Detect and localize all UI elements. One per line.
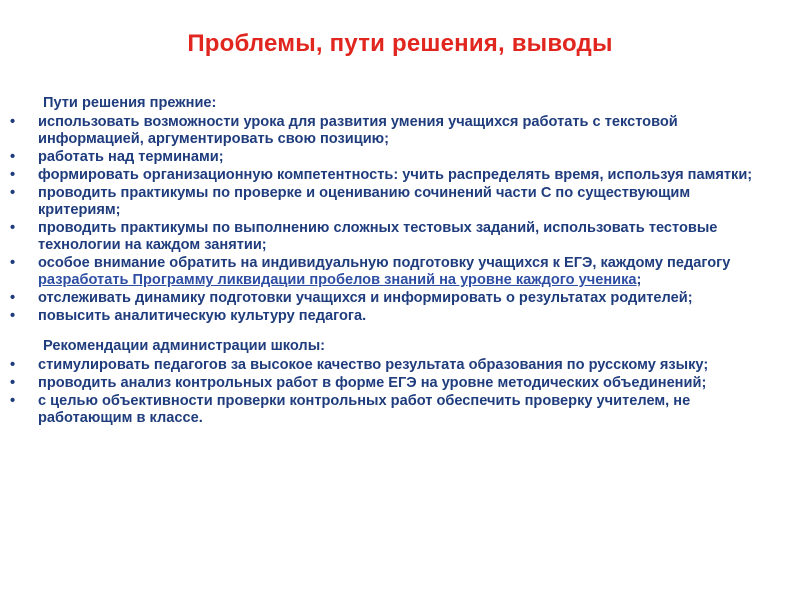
list-item <box>10 255 770 289</box>
list-item-text: повысить аналитическую культуру педагога. <box>38 308 367 324</box>
bullet-icon: • <box>10 290 16 306</box>
list-item-text: использовать возможности урока для развития умения учащихся работать с текстовой информацией, аргументировать свою позицию; <box>38 114 678 147</box>
bullet-icon: • <box>10 185 16 201</box>
list-item <box>10 167 770 184</box>
list-item <box>10 393 770 427</box>
list-item <box>10 185 770 219</box>
list-item-text: отслеживать динамику подготовки учащихся и информировать о результатах родителей; <box>38 290 693 306</box>
list-item <box>10 220 770 254</box>
page-title: Проблемы, пути решения, выводы <box>187 30 613 57</box>
list-item-text: работать над терминами; <box>38 149 224 165</box>
slide-body <box>10 95 770 428</box>
list-item-text: проводить анализ контрольных работ в форме ЕГЭ на уровне методических объединений; <box>38 375 707 391</box>
section-heading-solutions: Пути решения прежние: <box>43 95 217 111</box>
bullet-icon: • <box>10 393 16 409</box>
recommendations-list <box>10 357 770 427</box>
list-item-text: особое внимание обратить на индивидуальную подготовку учащихся к ЕГЭ, каждому педагогу <box>38 255 731 271</box>
list-item-text: с целью объективности проверки контрольных работ обеспечить проверку учителем, не работающим в классе. <box>38 393 691 426</box>
list-item <box>10 308 770 325</box>
bullet-icon: • <box>10 114 16 130</box>
list-item-text: формировать организационную компетентность: учить распределять время, используя памятки; <box>38 167 753 183</box>
list-item-text: проводить практикумы по проверке и оцениванию сочинений части С по существующим критериям; <box>38 185 691 218</box>
bullet-icon: • <box>10 220 16 236</box>
bullet-icon: • <box>10 375 16 391</box>
bullet-icon: • <box>10 149 16 165</box>
bullet-icon: • <box>10 255 16 271</box>
list-item-text-end: ; <box>636 272 642 288</box>
program-link[interactable]: разработать Программу ликвидации пробелов знаний на уровне каждого ученика <box>38 272 637 288</box>
bullet-icon: • <box>10 308 16 324</box>
solutions-list <box>10 114 770 325</box>
list-item <box>10 290 770 307</box>
list-item <box>10 114 770 148</box>
list-item-text: стимулировать педагогов за высокое качество результата образования по русскому языку; <box>38 357 709 373</box>
list-item <box>10 149 770 166</box>
list-item <box>10 375 770 392</box>
section-heading-recommendations: Рекомендации администрации школы: <box>43 338 326 354</box>
list-item-text: проводить практикумы по выполнению сложных тестовых заданий, использовать тестовые технологии на каждом занятии; <box>38 220 718 253</box>
list-item <box>10 357 770 374</box>
bullet-icon: • <box>10 167 16 183</box>
bullet-icon: • <box>10 357 16 373</box>
